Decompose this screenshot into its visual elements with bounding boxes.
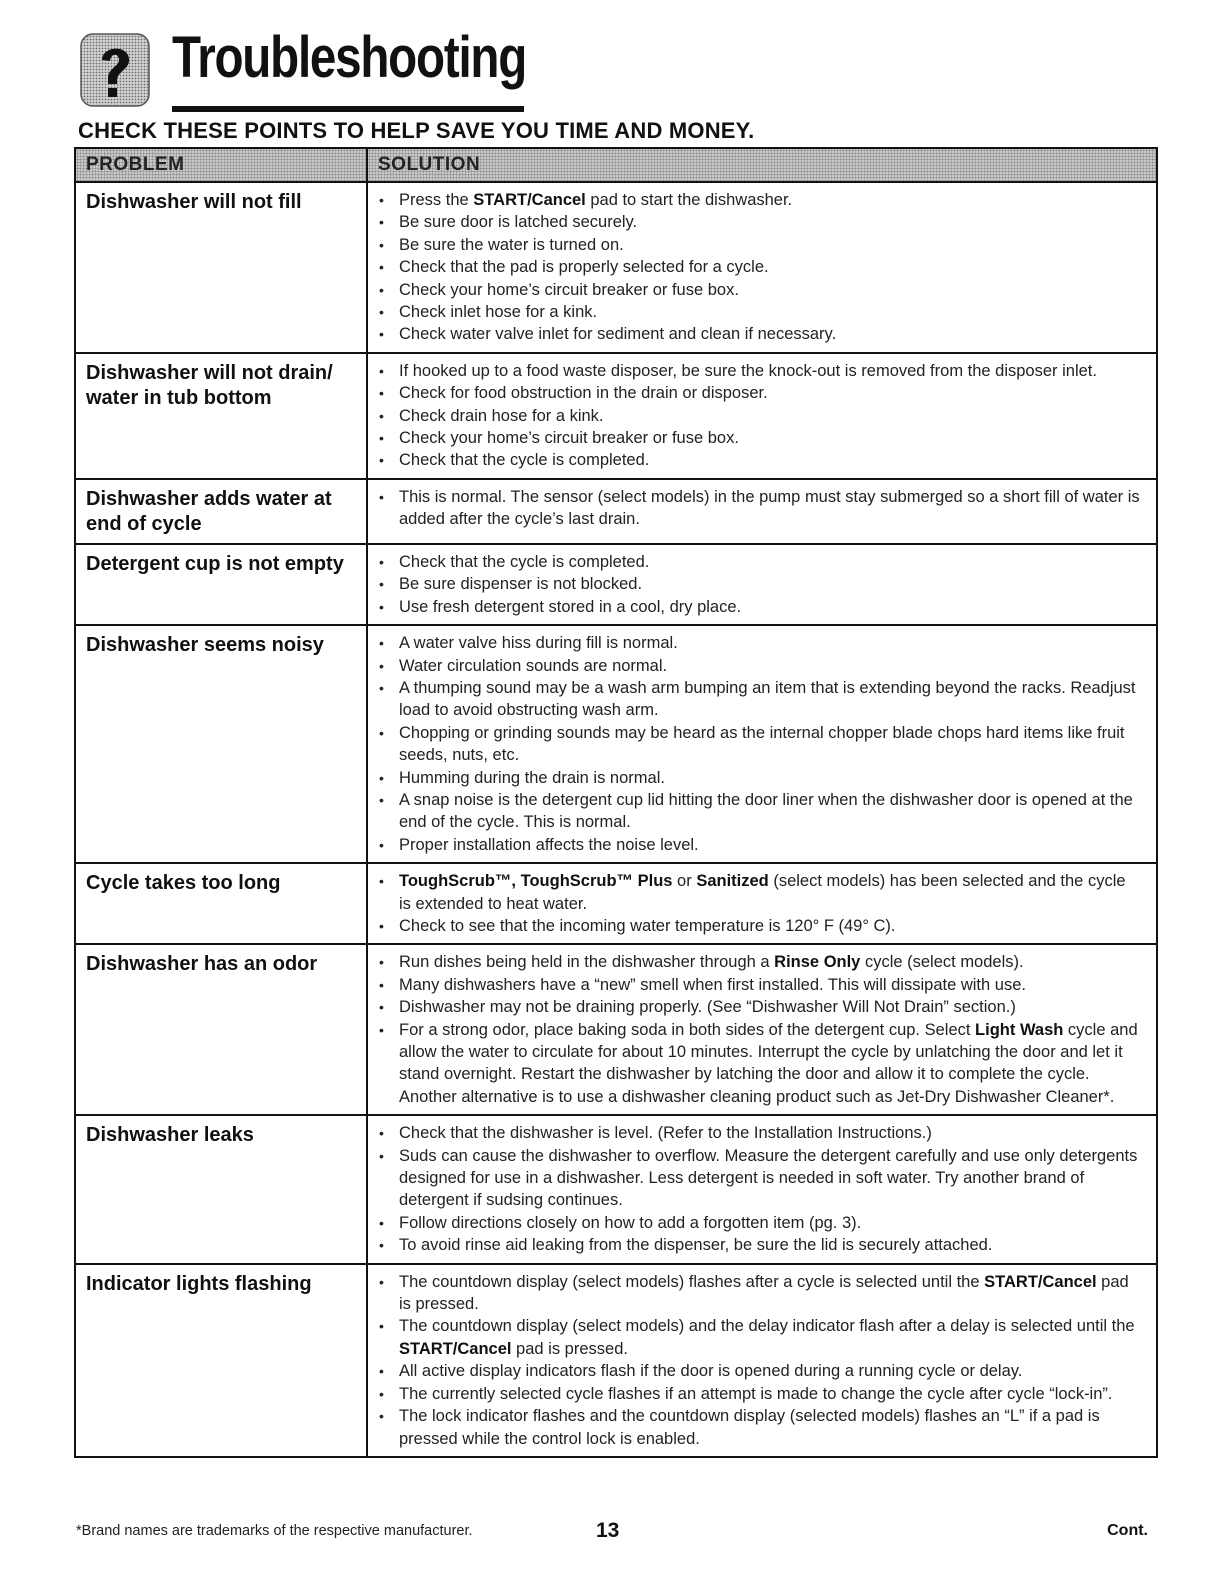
solution-list [377, 1122, 1142, 1256]
solution-item [377, 449, 1142, 471]
question-mark-icon [80, 32, 150, 108]
solution-item [377, 974, 1142, 996]
solution-text: pad to start the dishwasher. [585, 191, 793, 209]
solution-text: Humming during the drain is normal. [399, 768, 665, 787]
solution-list [377, 951, 1142, 1108]
solution-cell [367, 944, 1157, 1115]
solution-item [377, 1405, 1142, 1450]
solution-text: The countdown display (select models) and the delay indicator flash after a delay is selected until the [399, 1317, 1135, 1336]
solution-text: pad is pressed. [511, 1339, 628, 1358]
solution-text: A thumping sound may be a wash arm bumping an item that is extending beyond the racks. Readjust load to avoid obstructing wash arm. [399, 678, 1136, 720]
solution-text: Chopping or grinding sounds may be heard as the internal chopper blade chops hard items like fruit seeds, nuts, etc. [399, 723, 1125, 765]
page-subheading: CHECK THESE POINTS TO HELP SAVE YOU TIME AND MONEY. [78, 118, 755, 143]
solution-text: Press the [399, 191, 474, 209]
solution-text: Use fresh detergent stored in a cool, dry place. [399, 597, 742, 616]
solution-item [377, 1145, 1142, 1212]
continued-label: Cont. [1107, 1522, 1148, 1539]
solution-cell [367, 1264, 1157, 1457]
solution-item [377, 915, 1142, 937]
solution-text: Check that the cycle is completed. [399, 552, 650, 571]
table-body [75, 182, 1157, 1457]
solution-text: Many dishwashers have a “new” smell when first installed. This will dissipate with use. [399, 975, 1026, 994]
solution-text: Check inlet hose for a kink. [399, 303, 598, 322]
title-underline [172, 106, 524, 112]
problem-cell: Cycle takes too long [75, 863, 367, 944]
solution-column-header: SOLUTION [367, 148, 1157, 182]
solution-item [377, 301, 1142, 323]
solution-item [377, 427, 1142, 449]
problem-cell: Detergent cup is not empty [75, 544, 367, 625]
solution-text: Check water valve inlet for sediment and clean if necessary. [399, 325, 837, 344]
table-row [75, 544, 1157, 625]
solution-item [377, 722, 1142, 767]
solution-item [377, 486, 1142, 531]
solution-text: For a strong odor, place baking soda in both sides of the detergent cup. Select [399, 1020, 976, 1039]
solution-text: Check that the dishwasher is level. (Refer to the Installation Instructions.) [399, 1124, 932, 1143]
solution-item [377, 189, 1142, 211]
solution-cell [367, 1115, 1157, 1263]
solution-item [377, 1019, 1142, 1109]
solution-list [377, 551, 1142, 618]
solution-item [377, 834, 1142, 856]
solution-item [377, 951, 1142, 973]
solution-item [377, 1360, 1142, 1382]
solution-item [377, 677, 1142, 722]
table-row [75, 1264, 1157, 1457]
solution-item [377, 596, 1142, 618]
solution-item [377, 1383, 1142, 1405]
solution-text: Be sure the water is turned on. [399, 235, 624, 254]
solution-item [377, 1122, 1142, 1144]
solution-text: (select models) has been selected and the cycle is extended to heat water. [399, 872, 1126, 913]
solution-text: Run dishes being held in the dishwasher through a [399, 953, 775, 972]
emphasized-text: ToughScrub™, ToughScrub™ Plus [399, 872, 673, 891]
solution-text: A water valve hiss during fill is normal. [399, 634, 678, 653]
emphasized-text: START/Cancel [984, 1272, 1097, 1291]
solution-item [377, 996, 1142, 1018]
solution-item [377, 256, 1142, 278]
solution-item [377, 323, 1142, 345]
solution-text: Suds can cause the dishwasher to overflow. Measure the detergent carefully and use only detergents designed for use in a dishwasher. Less detergent is needed in soft water. Try another brand of detergent if sudsing continues. [399, 1146, 1138, 1210]
solution-cell [367, 182, 1157, 353]
page-number: 13 [596, 1519, 620, 1542]
problem-cell: Dishwasher adds water at end of cycle [75, 479, 367, 544]
problem-column-header: PROBLEM [75, 148, 367, 182]
solution-text: Check that the pad is properly selected for a cycle. [399, 258, 769, 277]
solution-text: All active display indicators flash if the door is opened during a running cycle or delay. [399, 1362, 1023, 1381]
solution-text: The countdown display (select models) flashes after a cycle is selected until the [399, 1272, 985, 1291]
emphasized-text: Light Wash [975, 1020, 1064, 1039]
solution-text: Check that the cycle is completed. [399, 451, 650, 470]
solution-item [377, 767, 1142, 789]
problem-cell: Dishwasher leaks [75, 1115, 367, 1263]
solution-text: Water circulation sounds are normal. [399, 656, 668, 675]
solution-cell [367, 863, 1157, 944]
problem-cell: Dishwasher has an odor [75, 944, 367, 1115]
solution-cell [367, 625, 1157, 863]
solution-list [377, 1271, 1142, 1450]
solution-item [377, 1234, 1142, 1256]
solution-list [377, 486, 1142, 531]
solution-item [377, 234, 1142, 256]
solution-text: The lock indicator flashes and the countdown display (selected models) flashes an “L” if a pad is pressed while the control lock is enabled. [399, 1407, 1100, 1448]
solution-item [377, 573, 1142, 595]
solution-cell [367, 353, 1157, 479]
solution-text: Follow directions closely on how to add a forgotten item (pg. 3). [399, 1213, 862, 1232]
solution-cell [367, 544, 1157, 625]
emphasized-text: Rinse Only [774, 953, 861, 972]
solution-item [377, 1271, 1142, 1316]
solution-item [377, 870, 1142, 915]
solution-item [377, 279, 1142, 301]
solution-list [377, 870, 1142, 937]
solution-text: To avoid rinse aid leaking from the dispenser, be sure the lid is securely attached. [399, 1236, 993, 1255]
trademark-footnote: *Brand names are trademarks of the respective manufacturer. [76, 1523, 473, 1539]
problem-cell: Dishwasher will not drain/ water in tub bottom [75, 353, 367, 479]
troubleshooting-table [74, 147, 1158, 1458]
solution-list [377, 189, 1142, 346]
solution-text: or [672, 872, 697, 891]
problem-cell: Dishwasher seems noisy [75, 625, 367, 863]
solution-text: Be sure dispenser is not blocked. [399, 575, 643, 594]
emphasized-text: START/Cancel [473, 191, 586, 209]
solution-text: Check to see that the incoming water temperature is 120° F (49° C). [399, 916, 896, 935]
solution-list [377, 632, 1142, 856]
solution-text: pad is pressed. [399, 1272, 1129, 1314]
page-header [80, 25, 640, 120]
solution-item [377, 1315, 1142, 1360]
solution-text: Check drain hose for a kink. [399, 406, 604, 425]
solution-text: Dishwasher may not be draining properly. (See “Dishwasher Will Not Drain” section.) [399, 998, 1016, 1017]
solution-text: Check your home’s circuit breaker or fuse box. [399, 280, 739, 299]
solution-item [377, 551, 1142, 573]
solution-text: cycle (select models). [860, 953, 1024, 972]
solution-item [377, 632, 1142, 654]
solution-item [377, 360, 1142, 382]
table-row [75, 479, 1157, 544]
problem-cell: Indicator lights flashing [75, 1264, 367, 1457]
solution-text: Check for food obstruction in the drain or disposer. [399, 384, 768, 403]
solution-text: cycle and allow the water to circulate for about 10 minutes. Interrupt the cycle by unlatching the door and let it stand overnight. Restart the dishwasher by latching the door and allow it to complete the cycle. Another alternative is to use a dishwasher cleaning product such as Jet-Dry Dishwasher Cleaner*. [399, 1020, 1138, 1106]
solution-item [377, 382, 1142, 404]
table-row [75, 863, 1157, 944]
solution-item [377, 655, 1142, 677]
table-row [75, 1115, 1157, 1263]
solution-item [377, 1212, 1142, 1234]
page-footer [74, 1521, 1156, 1547]
table-row [75, 353, 1157, 479]
table-header-row [75, 148, 1157, 182]
solution-text: The currently selected cycle flashes if an attempt is made to change the cycle after cycle “lock-in”. [399, 1384, 1113, 1403]
emphasized-text: Sanitized [696, 872, 769, 891]
solution-list [377, 360, 1142, 472]
solution-text: Check your home’s circuit breaker or fuse box. [399, 429, 739, 448]
table-row [75, 182, 1157, 353]
emphasized-text: START/Cancel [399, 1339, 512, 1358]
solution-text: Proper installation affects the noise level. [399, 835, 699, 854]
solution-item [377, 789, 1142, 834]
solution-cell [367, 479, 1157, 544]
solution-text: If hooked up to a food waste disposer, be sure the knock-out is removed from the disposer inlet. [399, 361, 1097, 380]
solution-text: A snap noise is the detergent cup lid hitting the door liner when the dishwasher door is opened at the end of the cycle. This is normal. [399, 790, 1133, 832]
page-title: Troubleshooting [172, 25, 527, 90]
table-row [75, 625, 1157, 863]
solution-text: Be sure door is latched securely. [399, 213, 638, 232]
problem-cell: Dishwasher will not fill [75, 182, 367, 353]
solution-text: This is normal. The sensor (select models) in the pump must stay submerged so a short fill of water is added after the cycle’s last drain. [399, 487, 1140, 529]
solution-item [377, 405, 1142, 427]
solution-item [377, 211, 1142, 233]
table-row [75, 944, 1157, 1115]
